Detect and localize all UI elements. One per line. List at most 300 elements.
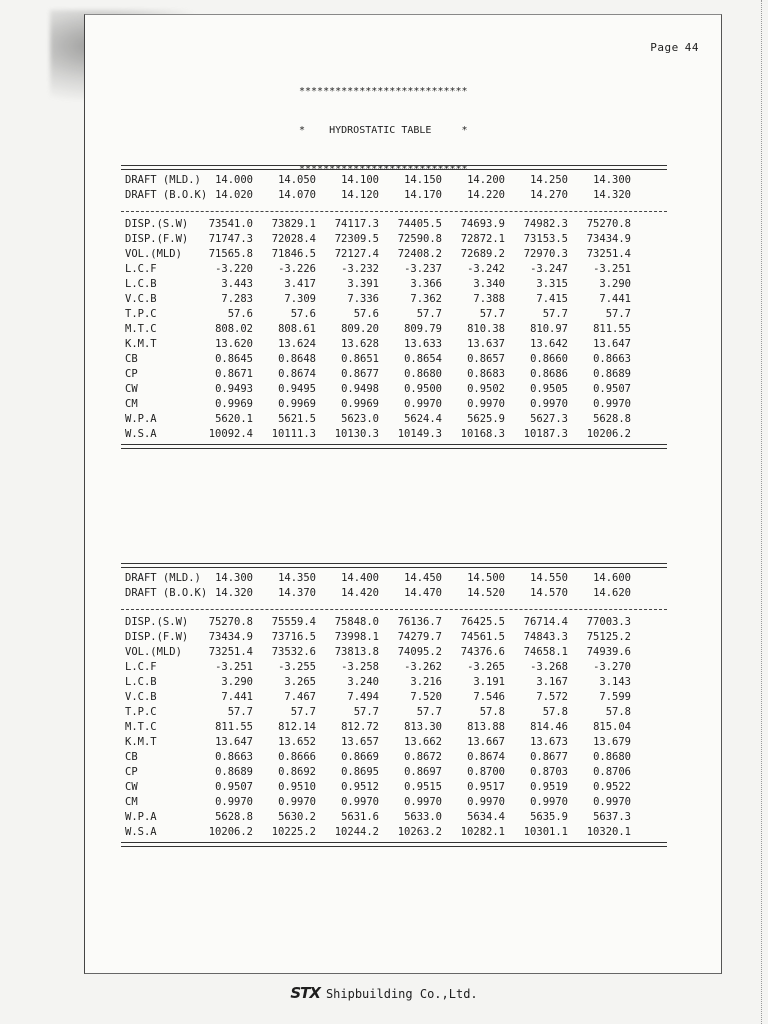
table-cell: 3.216 — [410, 676, 442, 688]
table-row — [85, 382, 645, 396]
table-cell: 0.8689 — [215, 766, 253, 778]
table-cell: 75270.8 — [586, 218, 631, 230]
table-cell: 10282.1 — [460, 826, 505, 838]
table-cell: 814.46 — [530, 721, 568, 733]
table-cell: 0.9970 — [467, 398, 505, 410]
footer — [0, 984, 768, 1002]
draft-value: 14.170 — [404, 189, 442, 201]
table-cell: 7.309 — [284, 293, 316, 305]
draft-value: 14.270 — [530, 189, 568, 201]
table-cell: 0.8672 — [404, 751, 442, 763]
table-cell: 0.9970 — [404, 398, 442, 410]
row-label: CB — [125, 751, 138, 763]
table-cell: 13.637 — [467, 338, 505, 350]
table-cell: 73153.5 — [523, 233, 568, 245]
table-cell: 74279.7 — [397, 631, 442, 643]
draft-value: 14.370 — [278, 587, 316, 599]
table-cell: 0.8654 — [404, 353, 442, 365]
draft-value: 14.470 — [404, 587, 442, 599]
table-row — [85, 352, 645, 366]
table-cell: 5637.3 — [593, 811, 631, 823]
page-label: Page — [650, 41, 679, 54]
table-cell: 3.167 — [536, 676, 568, 688]
table-cell: 0.9970 — [530, 398, 568, 410]
table-cell: 0.8674 — [278, 368, 316, 380]
table-cell: 5627.3 — [530, 413, 568, 425]
table-cell: 5628.8 — [593, 413, 631, 425]
table-cell: 57.8 — [605, 706, 631, 718]
row-label: CM — [125, 796, 138, 808]
table-row — [85, 397, 645, 411]
company-logo: STX — [290, 984, 320, 1002]
row-label: T.P.C — [125, 706, 157, 718]
row-label: L.C.B — [125, 278, 157, 290]
table-cell: 13.647 — [593, 338, 631, 350]
row-label: CW — [125, 383, 138, 395]
table-cell: 10149.3 — [397, 428, 442, 440]
draft-value: 14.320 — [593, 189, 631, 201]
table-cell: 57.7 — [290, 706, 316, 718]
table-cell: 812.72 — [341, 721, 379, 733]
table-cell: -3.251 — [215, 661, 253, 673]
table-cell: 7.572 — [536, 691, 568, 703]
table-cell: -3.237 — [404, 263, 442, 275]
table-row — [85, 412, 645, 426]
table-cell: 811.55 — [215, 721, 253, 733]
table-cell: 57.7 — [416, 706, 442, 718]
table-cell: -3.268 — [530, 661, 568, 673]
table-cell: 3.417 — [284, 278, 316, 290]
table-cell: 13.679 — [593, 736, 631, 748]
table-cell: 73434.9 — [586, 233, 631, 245]
table-cell: 0.9500 — [404, 383, 442, 395]
table-cell: 0.9519 — [530, 781, 568, 793]
table-cell: 73541.0 — [208, 218, 253, 230]
draft-value: 14.620 — [593, 587, 631, 599]
table-cell: 0.9498 — [341, 383, 379, 395]
row-label: DRAFT (B.O.K) — [125, 587, 208, 599]
table-cell: 0.8686 — [530, 368, 568, 380]
table-cell: 10263.2 — [397, 826, 442, 838]
table-cell: 0.9970 — [278, 796, 316, 808]
table-cell: 72689.2 — [460, 248, 505, 260]
table-row — [85, 217, 645, 231]
table-cell: 0.8648 — [278, 353, 316, 365]
table-cell: 71846.5 — [271, 248, 316, 260]
table-cell: 76425.5 — [460, 616, 505, 628]
table-cell: 10206.2 — [208, 826, 253, 838]
table-cell: 0.8669 — [341, 751, 379, 763]
banner-stars-bottom: **************************** — [299, 164, 468, 175]
table-cell: 0.8683 — [467, 368, 505, 380]
table-cell: 0.9970 — [467, 796, 505, 808]
table-cell: 5628.8 — [215, 811, 253, 823]
draft-value: 14.600 — [593, 572, 631, 584]
table-cell: 0.8666 — [278, 751, 316, 763]
table-cell: 57.7 — [542, 308, 568, 320]
table-cell: 7.467 — [284, 691, 316, 703]
table-cell: 0.9969 — [215, 398, 253, 410]
table-row — [85, 630, 645, 644]
draft-value: 14.020 — [215, 189, 253, 201]
table-cell: 73716.5 — [271, 631, 316, 643]
table-cell: -3.270 — [593, 661, 631, 673]
table-cell: 0.9505 — [530, 383, 568, 395]
row-label: DISP.(F.W) — [125, 631, 189, 643]
table-cell: 812.14 — [278, 721, 316, 733]
table-cell: 74376.6 — [460, 646, 505, 658]
table-row — [85, 750, 645, 764]
draft-value: 14.500 — [467, 572, 505, 584]
table-cell: 7.283 — [221, 293, 253, 305]
table-cell: 5621.5 — [278, 413, 316, 425]
draft-value: 14.300 — [215, 572, 253, 584]
draft-value: 14.070 — [278, 189, 316, 201]
table-cell: 0.8689 — [593, 368, 631, 380]
table-cell: 5620.1 — [215, 413, 253, 425]
table-cell: 0.8677 — [530, 751, 568, 763]
table-cell: 0.8663 — [593, 353, 631, 365]
row-label: M.T.C — [125, 721, 157, 733]
table-cell: 0.9495 — [278, 383, 316, 395]
table-cell: 7.415 — [536, 293, 568, 305]
table-cell: 13.657 — [341, 736, 379, 748]
scan-edge — [761, 0, 766, 1024]
table-cell: 57.7 — [227, 706, 253, 718]
table-row — [85, 810, 645, 824]
table-cell: 75270.8 — [208, 616, 253, 628]
table-header-rule — [121, 211, 667, 212]
table-row — [85, 615, 645, 629]
table-cell: 13.628 — [341, 338, 379, 350]
table-row — [85, 262, 645, 276]
table-cell: 57.6 — [290, 308, 316, 320]
table-cell: -3.258 — [341, 661, 379, 673]
table-cell: 73434.9 — [208, 631, 253, 643]
table-cell: 7.441 — [599, 293, 631, 305]
table-cell: 10320.1 — [586, 826, 631, 838]
table-cell: 0.9969 — [341, 398, 379, 410]
table-cell: 0.8674 — [467, 751, 505, 763]
table-row — [85, 690, 645, 704]
table-cell: 810.97 — [530, 323, 568, 335]
table-cell: 73813.8 — [334, 646, 379, 658]
table-cell: 74561.5 — [460, 631, 505, 643]
company-name: Shipbuilding Co.,Ltd. — [325, 987, 478, 1001]
table-cell: 76136.7 — [397, 616, 442, 628]
table-cell: 0.8657 — [467, 353, 505, 365]
table-cell: 10225.2 — [271, 826, 316, 838]
table-row — [85, 277, 645, 291]
table-cell: 13.624 — [278, 338, 316, 350]
row-label: M.T.C — [125, 323, 157, 335]
table-cell: 74693.9 — [460, 218, 505, 230]
draft-value: 14.300 — [593, 174, 631, 186]
table-cell: 0.9517 — [467, 781, 505, 793]
draft-bok-row — [85, 188, 645, 202]
row-label: K.M.T — [125, 736, 157, 748]
table-row — [85, 427, 645, 441]
table-cell: 0.8700 — [467, 766, 505, 778]
table-cell: 0.9970 — [341, 796, 379, 808]
table-bottom-rule — [121, 842, 667, 847]
row-label: L.C.F — [125, 263, 157, 275]
table-cell: 809.79 — [404, 323, 442, 335]
table-cell: 3.391 — [347, 278, 379, 290]
row-label: W.S.A — [125, 826, 157, 838]
draft-value: 14.320 — [215, 587, 253, 599]
banner-stars-top: **************************** — [299, 86, 468, 97]
table-cell: 0.9510 — [278, 781, 316, 793]
table-top-rule — [121, 165, 667, 170]
table-cell: 74117.3 — [334, 218, 379, 230]
table-cell: 7.336 — [347, 293, 379, 305]
draft-value: 14.200 — [467, 174, 505, 186]
table-cell: 73998.1 — [334, 631, 379, 643]
banner-title: * HYDROSTATIC TABLE * — [299, 125, 468, 136]
table-cell: -3.226 — [278, 263, 316, 275]
draft-mld-row — [85, 571, 645, 585]
draft-value: 14.350 — [278, 572, 316, 584]
table-cell: 57.7 — [479, 308, 505, 320]
row-label: DRAFT (MLD.) — [125, 174, 201, 186]
row-label: K.M.T — [125, 338, 157, 350]
table-cell: 3.290 — [599, 278, 631, 290]
table-row — [85, 780, 645, 794]
page-number — [650, 41, 699, 54]
table-cell: 7.546 — [473, 691, 505, 703]
table-cell: 13.633 — [404, 338, 442, 350]
row-label: CP — [125, 368, 138, 380]
table-cell: 0.9493 — [215, 383, 253, 395]
table-cell: 5630.2 — [278, 811, 316, 823]
table-cell: -3.247 — [530, 263, 568, 275]
table-cell: 13.667 — [467, 736, 505, 748]
draft-value: 14.420 — [341, 587, 379, 599]
table-cell: 3.265 — [284, 676, 316, 688]
table-cell: 74405.5 — [397, 218, 442, 230]
table-cell: 3.143 — [599, 676, 631, 688]
table-cell: 813.30 — [404, 721, 442, 733]
table-cell: 13.673 — [530, 736, 568, 748]
table-cell: 813.88 — [467, 721, 505, 733]
table-cell: 0.8703 — [530, 766, 568, 778]
table-cell: 76714.4 — [523, 616, 568, 628]
table-cell: 10301.1 — [523, 826, 568, 838]
table-cell: 815.04 — [593, 721, 631, 733]
table-cell: -3.220 — [215, 263, 253, 275]
table-cell: 10187.3 — [523, 428, 568, 440]
table-cell: 7.362 — [410, 293, 442, 305]
table-cell: 3.191 — [473, 676, 505, 688]
table-row — [85, 660, 645, 674]
draft-value: 14.000 — [215, 174, 253, 186]
row-label: CW — [125, 781, 138, 793]
draft-value: 14.150 — [404, 174, 442, 186]
table-cell: 13.620 — [215, 338, 253, 350]
draft-value: 14.050 — [278, 174, 316, 186]
table-cell: 72590.8 — [397, 233, 442, 245]
table-cell: 72028.4 — [271, 233, 316, 245]
row-label: L.C.B — [125, 676, 157, 688]
draft-value: 14.520 — [467, 587, 505, 599]
table-row — [85, 232, 645, 246]
table-cell: 77003.3 — [586, 616, 631, 628]
row-label: DRAFT (MLD.) — [125, 572, 201, 584]
table-cell: 0.8695 — [341, 766, 379, 778]
table-row — [85, 307, 645, 321]
table-cell: 73532.6 — [271, 646, 316, 658]
table-cell: 0.9970 — [593, 398, 631, 410]
table-cell: 74982.3 — [523, 218, 568, 230]
row-label: CP — [125, 766, 138, 778]
draft-value: 14.450 — [404, 572, 442, 584]
table-cell: 13.642 — [530, 338, 568, 350]
table-cell: 0.8680 — [404, 368, 442, 380]
table-cell: 10168.3 — [460, 428, 505, 440]
row-label: CM — [125, 398, 138, 410]
table-cell: 73251.4 — [208, 646, 253, 658]
table-cell: 10206.2 — [586, 428, 631, 440]
table-cell: -3.265 — [467, 661, 505, 673]
table-cell: 3.340 — [473, 278, 505, 290]
table-cell: -3.232 — [341, 263, 379, 275]
draft-value: 14.100 — [341, 174, 379, 186]
page-number-value: 44 — [684, 41, 699, 54]
draft-value: 14.120 — [341, 189, 379, 201]
draft-bok-row — [85, 586, 645, 600]
table-cell: 0.8677 — [341, 368, 379, 380]
table-cell: -3.255 — [278, 661, 316, 673]
table-cell: 73251.4 — [586, 248, 631, 260]
table-row — [85, 645, 645, 659]
table-cell: 57.8 — [479, 706, 505, 718]
draft-value: 14.550 — [530, 572, 568, 584]
table-cell: 0.8680 — [593, 751, 631, 763]
table-cell: 811.55 — [593, 323, 631, 335]
draft-value: 14.570 — [530, 587, 568, 599]
table-cell: 0.8663 — [215, 751, 253, 763]
table-cell: 0.8692 — [278, 766, 316, 778]
table-cell: 0.9502 — [467, 383, 505, 395]
table-cell: 3.290 — [221, 676, 253, 688]
table-cell: 0.9512 — [341, 781, 379, 793]
table-cell: 72408.2 — [397, 248, 442, 260]
table-cell: 72872.1 — [460, 233, 505, 245]
table-cell: 0.8671 — [215, 368, 253, 380]
table-cell: 10130.3 — [334, 428, 379, 440]
table-row — [85, 705, 645, 719]
table-cell: 7.599 — [599, 691, 631, 703]
row-label: V.C.B — [125, 691, 157, 703]
table-row — [85, 337, 645, 351]
table-cell: 0.8645 — [215, 353, 253, 365]
table-cell: 5631.6 — [341, 811, 379, 823]
table-cell: 74939.6 — [586, 646, 631, 658]
table-cell: 3.315 — [536, 278, 568, 290]
table-row — [85, 322, 645, 336]
table-cell: 0.9507 — [593, 383, 631, 395]
table-bottom-rule — [121, 444, 667, 449]
table-row — [85, 735, 645, 749]
table-cell: 808.02 — [215, 323, 253, 335]
table-header-rule — [121, 609, 667, 610]
table-cell: -3.262 — [404, 661, 442, 673]
table-cell: 5635.9 — [530, 811, 568, 823]
row-label: W.P.A — [125, 811, 157, 823]
table-cell: 3.240 — [347, 676, 379, 688]
table-cell: 0.9970 — [530, 796, 568, 808]
table-cell: 3.366 — [410, 278, 442, 290]
table-cell: 13.662 — [404, 736, 442, 748]
table-cell: 72970.3 — [523, 248, 568, 260]
row-label: VOL.(MLD) — [125, 646, 182, 658]
table-cell: 71565.8 — [208, 248, 253, 260]
table-cell: 57.6 — [353, 308, 379, 320]
table-cell: 7.494 — [347, 691, 379, 703]
table-cell: -3.251 — [593, 263, 631, 275]
table-cell: 72127.4 — [334, 248, 379, 260]
table-cell: 810.38 — [467, 323, 505, 335]
table-row — [85, 825, 645, 839]
table-cell: 7.441 — [221, 691, 253, 703]
table-row — [85, 292, 645, 306]
table-cell: 0.8660 — [530, 353, 568, 365]
table-cell: 57.7 — [605, 308, 631, 320]
table-cell: 3.443 — [221, 278, 253, 290]
table-cell: 0.8651 — [341, 353, 379, 365]
table-cell: 75125.2 — [586, 631, 631, 643]
table-row — [85, 247, 645, 261]
row-label: DISP.(S.W) — [125, 616, 189, 628]
table-cell: 7.520 — [410, 691, 442, 703]
table-cell: 809.20 — [341, 323, 379, 335]
row-label: L.C.F — [125, 661, 157, 673]
row-label: DRAFT (B.O.K) — [125, 189, 208, 201]
table-cell: 74843.3 — [523, 631, 568, 643]
table-cell: 57.7 — [353, 706, 379, 718]
table-cell: 808.61 — [278, 323, 316, 335]
table-cell: 0.8706 — [593, 766, 631, 778]
table-cell: 0.9515 — [404, 781, 442, 793]
table-cell: 13.652 — [278, 736, 316, 748]
table-cell: 57.8 — [542, 706, 568, 718]
table-cell: 57.7 — [416, 308, 442, 320]
table-cell: 10111.3 — [271, 428, 316, 440]
table-cell: 5634.4 — [467, 811, 505, 823]
draft-value: 14.250 — [530, 174, 568, 186]
row-label: V.C.B — [125, 293, 157, 305]
row-label: CB — [125, 353, 138, 365]
table-cell: -3.242 — [467, 263, 505, 275]
document-page — [84, 14, 722, 974]
table-cell: 57.6 — [227, 308, 253, 320]
table-cell: 74095.2 — [397, 646, 442, 658]
table-cell: 72309.5 — [334, 233, 379, 245]
table-cell: 5623.0 — [341, 413, 379, 425]
table-cell: 5624.4 — [404, 413, 442, 425]
table-row — [85, 795, 645, 809]
table-cell: 74658.1 — [523, 646, 568, 658]
table-cell: 7.388 — [473, 293, 505, 305]
table-cell: 10244.2 — [334, 826, 379, 838]
row-label: W.P.A — [125, 413, 157, 425]
table-cell: 75848.0 — [334, 616, 379, 628]
table-cell: 0.9507 — [215, 781, 253, 793]
table-row — [85, 675, 645, 689]
table-cell: 0.9970 — [593, 796, 631, 808]
table-cell: 0.9970 — [215, 796, 253, 808]
